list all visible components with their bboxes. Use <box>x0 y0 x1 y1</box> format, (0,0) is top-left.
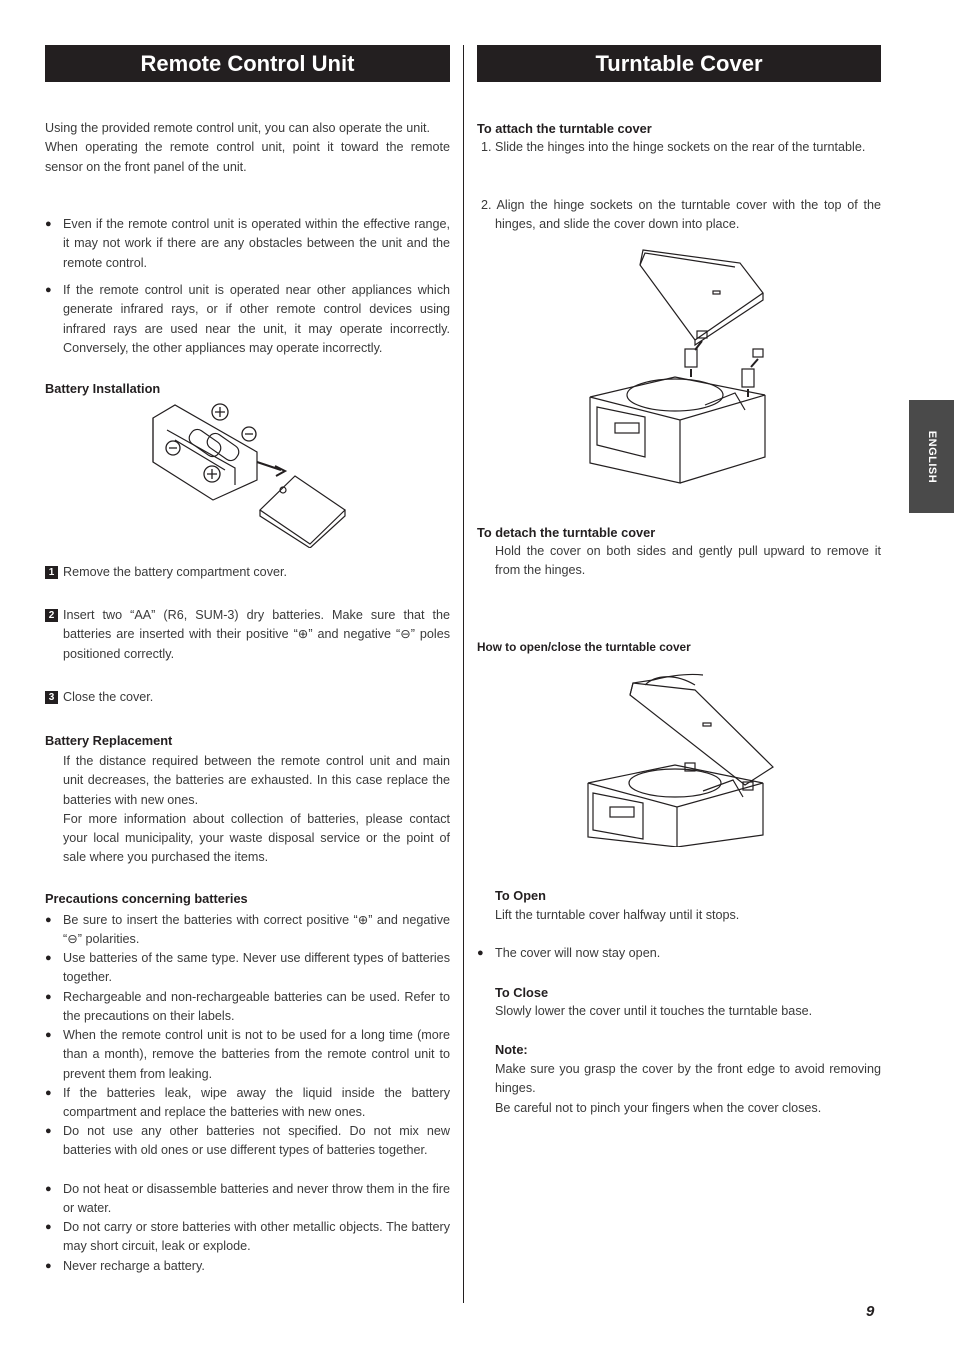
precaution-text: Never recharge a battery. <box>63 1259 205 1273</box>
note-line-2: Be careful not to pinch your fingers when the cover closes. <box>495 1100 822 1115</box>
intro-text-2: When operating the remote control unit, point it toward the remote sensor on the front panel of the unit. <box>45 140 450 174</box>
column-divider <box>463 45 464 1303</box>
battery-installation-illustration <box>145 400 355 548</box>
precautions-heading: Precautions concerning batteries <box>45 891 248 906</box>
note-line-1: Make sure you grasp the cover by the front edge to avoid removing hinges. <box>495 1062 881 1096</box>
language-tab <box>909 400 954 513</box>
intro-paragraph <box>45 119 450 177</box>
precaution-item <box>45 1122 450 1161</box>
bullet-icon: ● <box>45 991 52 1003</box>
to-close-heading: To Close <box>495 985 549 1000</box>
precaution-text: Rechargeable and non-rechargeable batteries can be used. Refer to the precautions on their labels. <box>63 990 450 1024</box>
precaution-item <box>45 1180 450 1219</box>
install-step-1 <box>45 563 450 582</box>
step-number-badge: 3 <box>45 691 58 704</box>
precaution-text: Do not carry or store batteries with other metallic objects. The battery may short circuit, leak or explode. <box>63 1220 450 1254</box>
bullet-icon: ● <box>45 1125 52 1137</box>
precaution-item <box>45 1257 450 1276</box>
battery-installation-heading: Battery Installation <box>45 381 161 396</box>
step-text: Close the cover. <box>63 690 154 704</box>
bullet-icon: ● <box>45 1183 52 1195</box>
bullet-icon: ● <box>45 952 52 964</box>
attach-cover-illustration <box>585 245 770 485</box>
precaution-item <box>45 1026 450 1084</box>
step-text: Insert two “AA” (R6, SUM-3) dry batteries. Make sure that the batteries are inserted with their positive “⊕” and negative “⊖” poles positioned correctly. <box>63 608 450 661</box>
battery-replacement-heading: Battery Replacement <box>45 733 173 748</box>
bullet-text: If the remote control unit is operated near other appliances which generate infrared rays, or if other remote control devices using infrared rays are used near the unit, it may operate incorrectly. Conversely, the other appliances may operate incorrectly. <box>63 283 450 355</box>
precaution-text: If the batteries leak, wipe away the liquid inside the battery compartment and replace the batteries with new ones. <box>63 1086 450 1120</box>
note-heading: Note: <box>495 1042 528 1057</box>
precaution-item <box>45 949 450 988</box>
to-close-text: Slowly lower the cover until it touches the turntable base. <box>495 1004 813 1018</box>
bullet-item <box>45 215 450 273</box>
precaution-item <box>45 1218 450 1257</box>
install-step-3 <box>45 688 450 707</box>
battery-replacement-text <box>63 752 450 868</box>
bullet-icon: ● <box>45 1221 52 1233</box>
bullet-icon: ● <box>477 947 484 959</box>
precaution-item <box>45 1084 450 1123</box>
step-text: Remove the battery compartment cover. <box>63 565 287 579</box>
bullet-icon: ● <box>45 218 52 230</box>
turntable-cover-title: Turntable Cover <box>477 45 881 82</box>
language-tab-label: ENGLISH <box>925 430 938 483</box>
precaution-text: Be sure to insert the batteries with correct positive “⊕” and negative “⊖” polarities. <box>63 913 450 947</box>
attach-step-2 <box>481 196 881 235</box>
to-open-heading: To Open <box>495 888 546 903</box>
attach-step-1-text: 1. Slide the hinges into the hinge sockets on the rear of the turntable. <box>481 140 866 154</box>
page-number: 9 <box>866 1303 875 1320</box>
precaution-text: Use batteries of the same type. Never use different types of batteries together. <box>63 951 450 985</box>
attach-step-2-text: 2. Align the hinge sockets on the turntable cover with the top of the hinges, and slide the cover down into place. <box>481 198 881 232</box>
precaution-item <box>45 988 450 1027</box>
attach-step-1 <box>481 138 881 157</box>
detach-heading: To detach the turntable cover <box>477 525 656 540</box>
open-bullet-text: The cover will now stay open. <box>495 946 661 960</box>
bullet-icon: ● <box>45 1087 52 1099</box>
precaution-text: When the remote control unit is not to be used for a long time (more than a month), remove the batteries from the remote control unit to prevent them from leaking. <box>63 1028 450 1081</box>
bullet-icon: ● <box>45 1260 52 1272</box>
remote-control-title: Remote Control Unit <box>45 45 450 82</box>
detach-text: Hold the cover on both sides and gently pull upward to remove it from the hinges. <box>495 544 881 578</box>
open-close-illustration <box>585 665 775 847</box>
step-number-badge: 2 <box>45 609 58 622</box>
bullet-icon: ● <box>45 914 52 926</box>
intro-text-1: Using the provided remote control unit, you can also operate the unit. <box>45 121 431 135</box>
attach-heading: To attach the turntable cover <box>477 121 652 136</box>
bullet-icon: ● <box>45 1029 52 1041</box>
note-text <box>495 1060 881 1118</box>
open-close-heading: How to open/close the turntable cover <box>477 640 691 654</box>
precaution-item <box>45 911 450 950</box>
replacement-paragraph-1: If the distance required between the remote control unit and main unit decreases, the batteries are exhausted. In this case replace the batteries with new ones. <box>63 754 450 807</box>
bullet-text: Even if the remote control unit is operated within the effective range, it may not work if there are any obstacles between the unit and the remote control. <box>63 217 450 270</box>
precaution-text: Do not use any other batteries not specified. Do not mix new batteries with old ones or use different types of batteries together. <box>63 1124 450 1158</box>
step-number-badge: 1 <box>45 566 58 579</box>
to-open-text: Lift the turntable cover halfway until it stops. <box>495 908 740 922</box>
replacement-paragraph-2: For more information about collection of batteries, please contact your local municipality, your waste disposal service or the point of sale where you purchased the items. <box>63 811 450 865</box>
open-bullet <box>477 944 881 963</box>
install-step-2 <box>45 606 450 664</box>
bullet-item <box>45 281 450 358</box>
bullet-icon: ● <box>45 284 52 296</box>
precaution-text: Do not heat or disassemble batteries and never throw them in the fire or water. <box>63 1182 450 1216</box>
